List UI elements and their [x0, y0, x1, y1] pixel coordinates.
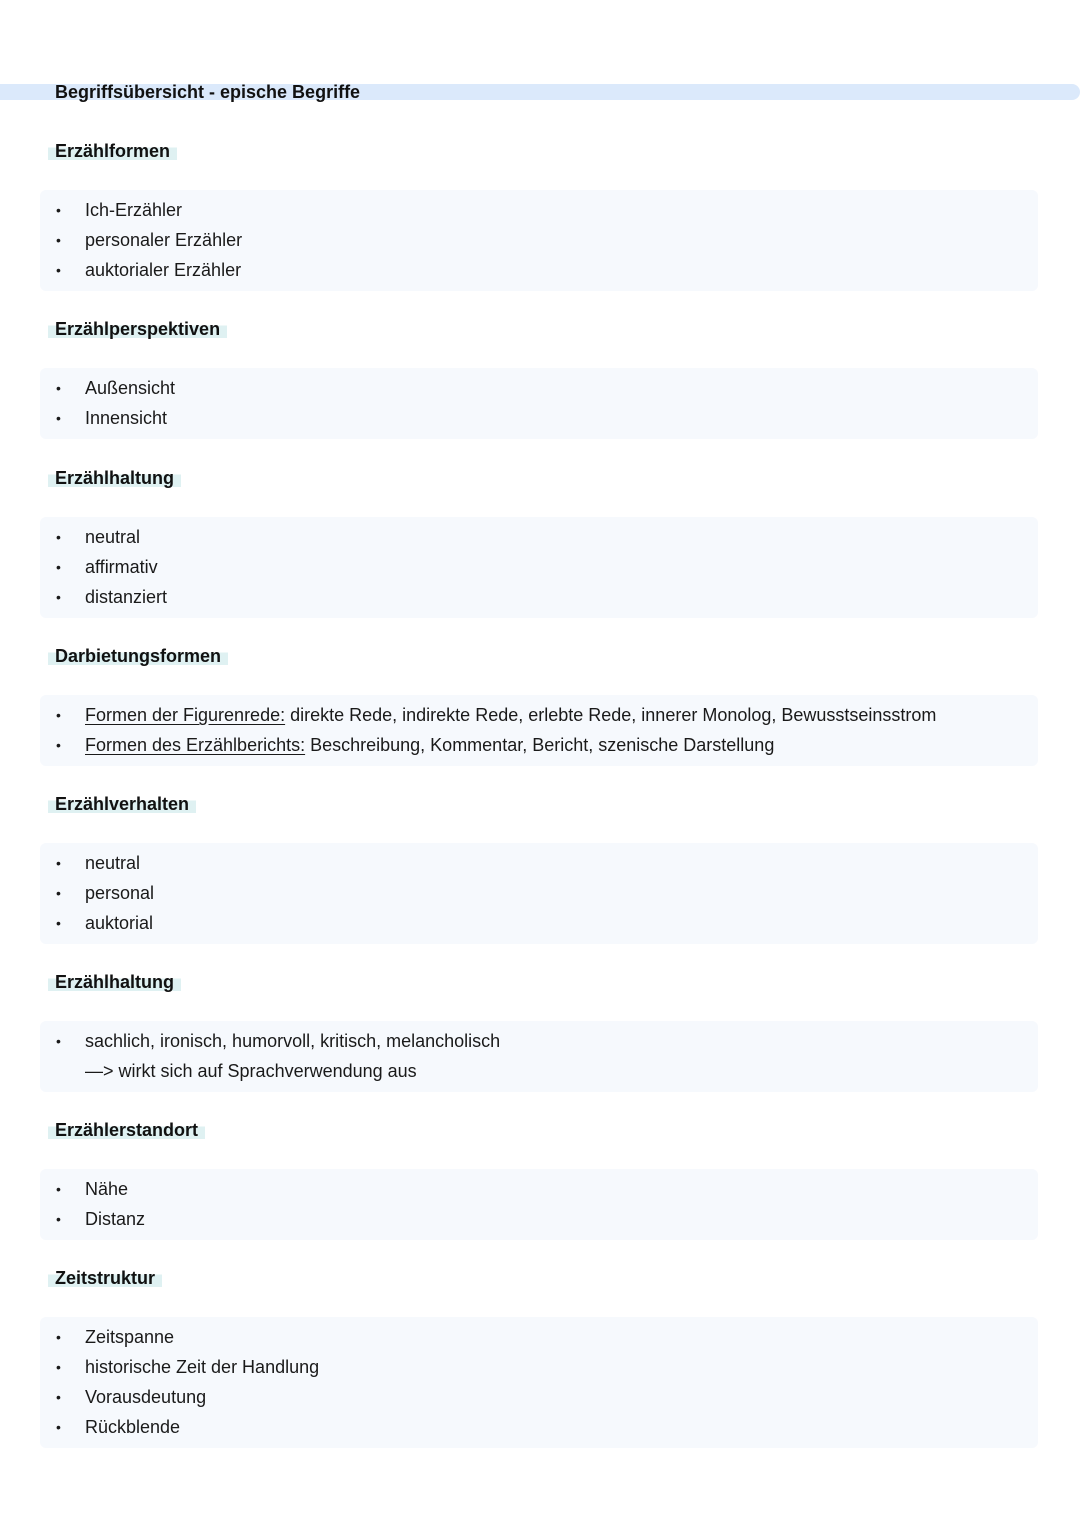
bullet-icon: • — [56, 1181, 61, 1197]
section-heading-erzaehlperspektiven: Erzählperspektiven — [48, 318, 227, 340]
bullet-icon: • — [56, 915, 61, 931]
term-text: Beschreibung, Kommentar, Bericht, szenische Darstellung — [305, 735, 775, 755]
list-item: • personal — [40, 878, 1038, 908]
bullet-icon: • — [56, 202, 61, 218]
bullet-icon: • — [56, 1419, 61, 1435]
bullet-icon: • — [56, 1211, 61, 1227]
section-heading-erzaehlhaltung: Erzählhaltung — [48, 467, 181, 489]
list-item: • Distanz — [40, 1204, 1038, 1234]
bullet-icon: • — [56, 707, 61, 723]
list-item: • Zeitspanne — [40, 1322, 1038, 1352]
list-item: • Rückblende — [40, 1412, 1038, 1442]
list-item — [40, 700, 1038, 730]
section-list-erzaehlhaltung — [40, 517, 1038, 618]
bullet-icon: • — [56, 262, 61, 278]
section-heading-zeitstruktur: Zeitstruktur — [48, 1267, 162, 1289]
bullet-icon: • — [56, 410, 61, 426]
section-list-zeitstruktur — [40, 1317, 1038, 1448]
bullet-icon: • — [56, 589, 61, 605]
term-label: Formen der Figurenrede: — [85, 705, 286, 725]
section-list-erzaehlverhalten — [40, 843, 1038, 944]
bullet-icon: • — [56, 1389, 61, 1405]
list-item: • distanziert — [40, 582, 1038, 612]
list-item: • Ich-Erzähler — [40, 195, 1038, 225]
bullet-icon: • — [56, 529, 61, 545]
section-list-erzaehlperspektiven — [40, 368, 1038, 439]
section-list-erzaehlformen — [40, 190, 1038, 291]
bullet-icon: • — [56, 1359, 61, 1375]
note-text: —> wirkt sich auf Sprachverwendung aus — [85, 1061, 417, 1081]
list-item: • personaler Erzähler — [40, 225, 1038, 255]
list-item: • Vorausdeutung — [40, 1382, 1038, 1412]
list-item — [40, 730, 1038, 760]
list-item: • neutral — [40, 848, 1038, 878]
section-list-darbietungsformen — [40, 695, 1038, 766]
section-list-erzaehlhaltung-2 — [40, 1021, 1038, 1092]
list-item: • Innensicht — [40, 403, 1038, 433]
bullet-icon: • — [56, 380, 61, 396]
list-item: • auktorialer Erzähler — [40, 255, 1038, 285]
bullet-icon: • — [56, 1329, 61, 1345]
section-heading-darbietungsformen: Darbietungsformen — [48, 645, 228, 667]
bullet-icon: • — [56, 232, 61, 248]
page-title: Begriffsübersicht - epische Begriffe — [55, 82, 361, 102]
bullet-icon: • — [56, 559, 61, 575]
list-item: • affirmativ — [40, 552, 1038, 582]
section-heading-erzaehlverhalten: Erzählverhalten — [48, 793, 196, 815]
list-item: • Nähe — [40, 1174, 1038, 1204]
section-heading-erzaehlerstandort: Erzählerstandort — [48, 1119, 205, 1141]
bullet-icon: • — [56, 737, 61, 753]
list-item: • neutral — [40, 522, 1038, 552]
list-item: • Außensicht — [40, 373, 1038, 403]
list-item: • sachlich, ironisch, humorvoll, kritisch, melancholisch — [40, 1026, 1038, 1056]
term-label: Formen des Erzählberichts: — [85, 735, 306, 755]
section-heading-erzaehlformen: Erzählformen — [48, 140, 177, 162]
list-item: • auktorial — [40, 908, 1038, 938]
bullet-icon: • — [56, 885, 61, 901]
term-text: direkte Rede, indirekte Rede, erlebte Rede, innerer Monolog, Bewusstseinsstrom — [285, 705, 937, 725]
list-item: • historische Zeit der Handlung — [40, 1352, 1038, 1382]
section-heading-erzaehlhaltung-2: Erzählhaltung — [48, 971, 181, 993]
bullet-icon: • — [56, 1033, 61, 1049]
bullet-icon: • — [56, 855, 61, 871]
section-list-erzaehlerstandort — [40, 1169, 1038, 1240]
